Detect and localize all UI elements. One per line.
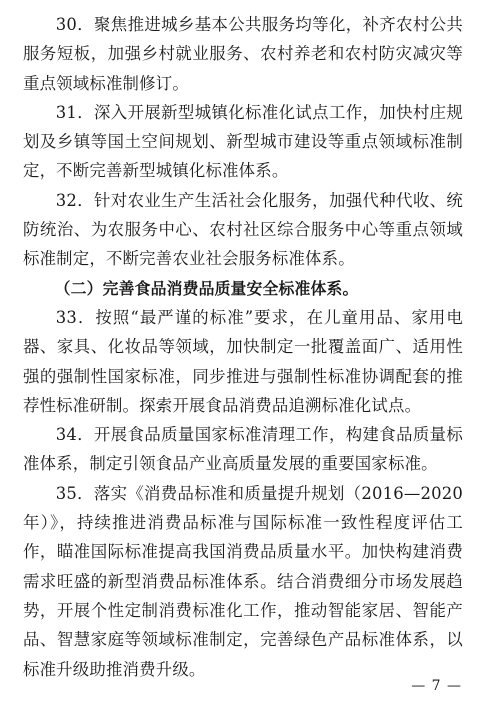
paragraph-35: 35．落实《消费品标准和质量提升规划（2016—2020年）》，持续推进消费品标准与国际标准一致性程度评估工作，瞄准国际标准提高我国消费品质量水平。加快构建消费需求旺盛的新型消费品标准体系。结合消费细分市场发展趋势，开展个性定制消费标准化工作，推动智能家居、智能产品、智慧家庭等领域标准制定，完善绿色产品标准体系，以标准升级助推消费升级。 [23,483,463,679]
paragraph-34: 34．开展食品质量国家标准清理工作，构建食品质量标准体系，制定引领食品产业高质量发展的重要国家标准。 [23,425,463,474]
document-body [23,10,463,684]
page-number: — 7 — [411,678,462,694]
paragraph-33: 33．按照“最严谨的标准”要求，在儿童用品、家用电器、家具、化妆品等领域，加快制定一批覆盖面广、适用性强的强制性国家标准，同步推进与强制性标准协调配套的推荐性标准研制。探索开展食品消费品追溯标准化试点。 [23,307,463,415]
section-heading: （二）完善食品消费品质量安全标准体系。 [54,278,359,298]
paragraph-31: 31．深入开展新型城镇化标准化试点工作，加快村庄规划及乡镇等国土空间规划、新型城市建设等重点领域标准制定，不断完善新型城镇化标准体系。 [23,102,463,181]
paragraph-32: 32．针对农业生产生活社会化服务，加强代种代收、统防统治、为农服务中心、农村社区综合服务中心等重点领域标准制定，不断完善农业社会服务标准体系。 [23,190,463,269]
paragraph-30: 30．聚焦推进城乡基本公共服务均等化，补齐农村公共服务短板，加强乡村就业服务、农村养老和农村防灾减灾等重点领域标准制修订。 [23,15,463,93]
